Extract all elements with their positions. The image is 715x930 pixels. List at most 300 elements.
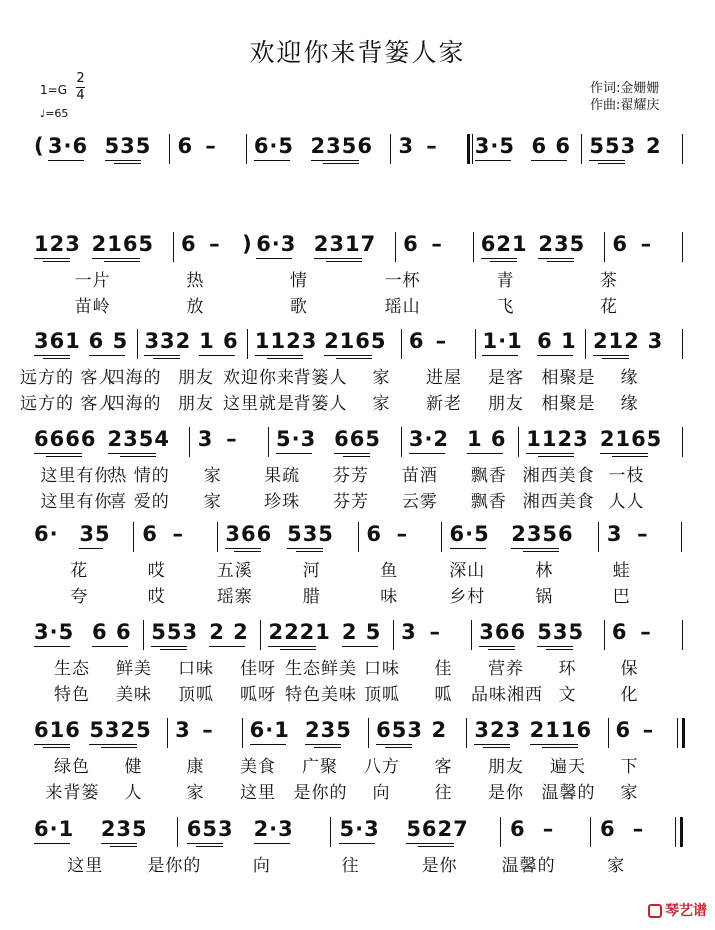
lyric-verse-2: 珍珠 [264,492,301,512]
barline [358,522,359,552]
lyric-verse-1: 朋友 [178,368,214,388]
lyric-verse-1: 美食 [240,757,276,777]
lyric-verse-1: 芬芳 [333,466,369,486]
barline [581,134,582,164]
lyric-verse-2: 家 [372,394,391,414]
barline [133,522,134,552]
beam-underline [43,261,70,262]
barline [177,817,178,847]
note-group: 535 [287,522,334,546]
note-group: 535 [537,620,585,644]
lyric-verse-1: 保 [620,659,639,679]
lyric-verse-1: 这里 [67,856,104,876]
beam-underline [151,646,187,647]
note-group: 3·6 [47,134,89,158]
lyric-verse-2: 巴 [612,587,631,607]
beam-underline [479,646,515,647]
barline [590,817,591,847]
barline [167,718,168,748]
note-group: 235 [100,817,148,841]
note-group: 3 [647,329,664,353]
note-group: 361 [34,329,81,353]
note-group: 2356 [511,522,574,546]
lyric-verse-2: 苗岭 [74,297,111,317]
barline-thin [677,718,678,748]
note-group: – [226,427,238,451]
lyric-verse-1: 鲜美 [116,659,152,679]
barline [246,134,247,164]
note-group: 2165 [91,232,155,256]
lyric-verse-1: 河 [302,561,321,581]
note-group: – [205,134,217,158]
beam-underline [589,160,625,161]
note-group: 6 [142,522,158,546]
barline [681,522,682,552]
note-group: – [640,620,652,644]
lyric-verse-2: 芬芳 [333,492,369,512]
barline [682,329,683,359]
lyric-verse-1: 家 [372,368,391,388]
lyric-verse-1: 环 [558,659,577,679]
beam-underline [46,456,82,457]
barline [268,427,269,457]
beam-underline [538,456,574,457]
barline [401,329,402,359]
lyric-verse-1: 客 [434,757,453,777]
lyric-verse-2: 新老 [426,394,462,414]
lyric-verse-2: 这里就是 [223,394,295,414]
note-group: 6 5 [88,329,129,353]
lyric-verse-1: 一杯 [384,271,421,291]
note-group: 6 1 [537,329,577,353]
time-signature-bottom: 4 [76,88,85,103]
lyric-verse-1: 鱼 [380,561,399,581]
barline [604,620,605,650]
note-group: 2 2 [209,620,249,644]
lyric-verse-2: 这里 [240,783,276,803]
lyric-verse-1: 欢迎你来 [223,368,295,388]
lyric-verse-1: 青 [496,271,515,291]
lyric-verse-2: 顶呱 [364,685,400,705]
beam-underline [314,747,341,748]
beam-underline [526,453,574,454]
barline [189,427,190,457]
beam-underline [34,355,70,356]
lyric-verse-2: 乡村 [449,587,486,607]
beam-underline [467,453,503,454]
lyric-verse-1: 向 [252,856,271,876]
time-signature [76,72,85,103]
beam-underline [43,747,70,748]
lyric-verse-1: 是客 [488,368,524,388]
note-group: 366 [225,522,273,546]
lyric-verse-1: 生态 [54,659,90,679]
lyric-verse-1: 茶 [599,271,618,291]
beam-underline [598,163,625,164]
beam-underline [324,355,372,356]
beam-underline [523,551,559,552]
lyric-verse-1: 健 [124,757,143,777]
barline [390,134,391,164]
barline [466,718,467,748]
barline [217,522,218,552]
staff-line [0,716,665,750]
beam-underline [199,355,235,356]
note-group: 1·1 [482,329,523,353]
note-group: 2·3 [253,817,294,841]
barline [393,620,394,650]
lyric-verse-1: 朋友 [488,757,524,777]
note-group: 323 [474,718,522,742]
barline [473,232,474,262]
beam-underline [92,646,128,647]
beam-underline [101,747,137,748]
beam-underline [101,843,137,844]
beam-underline [250,744,286,745]
page-title: 欢迎你来背篓人家 [249,38,466,67]
note-group: 3 [175,718,191,742]
note-group: – [542,817,555,841]
staff-line [0,425,665,459]
beam-underline [542,747,578,748]
lyric-verse-2: 呱呀 [240,685,276,705]
beam-underline [475,160,511,161]
lyric-verse-2: 腊 [302,587,321,607]
lyric-verse-2: 化 [620,685,639,705]
note-group: – [637,522,649,546]
note-group: 2356 [310,134,373,158]
lyric-verse-1: 情 [289,271,308,291]
lyric-verse-2: 来背篓 [45,783,100,803]
beam-underline [89,355,125,356]
quarter-note-icon: ♩ [40,107,46,120]
lyric-verse-1: 口味 [178,659,214,679]
note-group: 6 [611,620,628,644]
note-group: 6 [615,718,632,742]
note-group: 1123 [254,329,318,353]
beam-underline [34,843,70,844]
watermark-text: 琴艺谱 [665,903,707,919]
repeat-barline [467,134,470,164]
lyric-verse-2: 向 [372,783,391,803]
beam-underline [267,358,303,359]
lyric-verse-2: 飘香 [470,492,507,512]
note-group: – [431,232,443,256]
barline [518,427,519,457]
beam-underline [326,261,362,262]
beam-underline [254,843,290,844]
note-group: 212 [592,329,640,353]
lyric-verse-2: 朋友 [488,394,524,414]
beam-underline [268,646,316,647]
barline [682,620,683,650]
beam-underline [108,453,156,454]
beam-underline [144,355,180,356]
note-group: 2 5 [341,620,382,644]
note-group: 366 [479,620,527,644]
lyric-verse-2: 相聚是 [541,394,596,414]
lyric-verse-2: 朋友 [178,394,214,414]
note-group: 6· [34,522,59,546]
tempo-marking [40,107,68,120]
note-group: – [429,620,441,644]
beam-underline [483,747,510,748]
note-group: 535 [104,134,152,158]
note-group: – [172,522,184,546]
lyric-verse-2: 文 [558,685,577,705]
barline [137,329,138,359]
lyric-verse-2: 人 [124,783,143,803]
watermark [648,900,707,920]
beam-underline [376,744,412,745]
beam-underline [209,646,245,647]
note-group: – [435,329,448,353]
lyric-verse-2: 往 [434,783,453,803]
beam-underline [92,258,140,259]
note-group: 35 [79,522,111,546]
beam-underline [187,843,223,844]
beam-underline [593,355,629,356]
beam-underline [34,258,70,259]
lyric-verse-2: 哎 [147,587,166,607]
beam-underline [482,355,518,356]
lyric-verse-2: 喜 爱的 [109,492,170,512]
lyric-verse-1: 热 [186,271,205,291]
lyric-verse-1: 进屋 [426,368,462,388]
staff-line [0,520,665,554]
note-group: ) [242,232,253,256]
beam-underline [305,744,341,745]
note-group: 6666 [34,427,97,451]
note-group: 553 [151,620,199,644]
barline [260,620,261,650]
note-group: 2317 [313,232,377,256]
tempo-value: =65 [45,107,69,120]
lyric-verse-1: 蛙 [612,561,631,581]
note-group: 653 [186,817,234,841]
note-group: 3 [606,522,623,546]
beam-underline [105,160,141,161]
beam-underline [254,160,290,161]
barline [401,427,402,457]
lyric-verse-1: 下 [620,757,639,777]
beam-underline [34,744,70,745]
beam-underline [120,456,156,457]
barline-thin [472,134,473,164]
beam-underline [296,551,323,552]
beam-underline [481,258,517,259]
lyric-verse-2: 家 [620,783,639,803]
barline [500,817,501,847]
logo-icon [648,904,662,918]
beam-underline [104,261,140,262]
lyric-verse-2: 呱 [434,685,453,705]
beam-underline [406,843,454,844]
lyric-verse-2: 锅 [535,587,554,607]
lyric-verse-1: 绿色 [54,757,90,777]
beam-underline [546,649,573,650]
note-group: 3 [398,134,415,158]
lyric-verse-1: 一枝 [608,466,645,486]
note-group: – [642,718,655,742]
note-group: 3 [197,427,214,451]
lyric-verse-2: 顶呱 [178,685,214,705]
beam-underline [287,548,323,549]
beam-underline [600,453,648,454]
lyric-verse-1: 飘香 [470,466,507,486]
note-group: 6 [612,232,629,256]
beam-underline [311,160,359,161]
lyric-verse-1: 五溪 [216,561,253,581]
note-group: 5·3 [339,817,380,841]
note-group: 6·3 [256,232,297,256]
lyric-verse-2: 缘 [620,394,639,414]
beam-underline [602,358,629,359]
lyric-verse-1: 是你 [421,856,458,876]
beam-underline [110,846,137,847]
lyric-verse-1: 热 情的 [109,466,170,486]
staff-line [0,815,665,849]
credits [590,80,659,114]
note-group: 5627 [406,817,469,841]
staff-line [0,618,665,652]
beam-underline [280,649,316,650]
barline [368,718,369,748]
lyric-verse-2: 夸 [70,587,89,607]
beam-underline [196,846,223,847]
lyric-verse-2: 背篓人 [293,394,348,414]
beam-underline [385,747,412,748]
note-group: 2 [646,134,662,158]
note-group: – [209,232,221,256]
beam-underline [342,646,378,647]
lyric-verse-1: 佳 [434,659,453,679]
beam-underline [89,744,137,745]
note-group: – [396,522,409,546]
beam-underline [488,649,515,650]
staff-line [0,327,665,361]
note-group: – [632,817,645,841]
beam-underline [153,358,180,359]
repeat-barline [682,718,685,748]
lyric-verse-2: 花 [599,297,618,317]
beam-underline [474,744,510,745]
lyric-verse-2: 美味 [116,685,152,705]
barline [608,718,609,748]
beam-underline [537,646,573,647]
barline-thin [675,817,676,847]
note-group: 2221 [268,620,331,644]
barline [330,817,331,847]
lyric-verse-1: 林 [535,561,554,581]
lyric-verse-1: 远方的 客人 [20,368,117,388]
beam-underline [531,160,567,161]
lyric-verse-1: 是你的 [147,856,202,876]
beam-underline [547,261,574,262]
note-group: 332 [144,329,192,353]
barline [471,620,472,650]
lyric-verse-1: 温馨的 [501,856,556,876]
lyric-verse-1: 深山 [449,561,486,581]
lyric-verse-2: 人人 [608,492,645,512]
lyric-verse-1: 往 [341,856,360,876]
barline [604,232,605,262]
lyric-verse-1: 苗酒 [401,466,438,486]
beam-underline [418,846,454,847]
note-group: – [640,232,653,256]
lyric-verse-1: 相聚是 [541,368,596,388]
beam-underline [256,258,292,259]
note-group: 665 [334,427,381,451]
beam-underline [511,548,559,549]
note-group: 6·5 [253,134,295,158]
beam-underline [255,355,303,356]
barline [682,134,683,164]
composer: 作曲:翟耀庆 [590,98,660,113]
note-group: 553 [589,134,637,158]
beam-underline [336,358,372,359]
barline [598,522,599,552]
lyric-verse-2: 家 [186,783,205,803]
beam-underline [276,453,312,454]
lyric-verse-2: 放 [186,297,205,317]
barline [441,522,442,552]
note-group: 5325 [89,718,152,742]
lyric-verse-1: 遍天 [550,757,586,777]
beam-underline [225,548,261,549]
note-group: – [426,134,438,158]
lyric-verse-2: 远方的 客人 [20,394,117,414]
lyric-verse-1: 生态鲜美 [285,659,357,679]
lyric-verse-1: 背篓人 [293,368,348,388]
lyric-verse-2: 四海的 [107,394,162,414]
beam-underline [114,163,141,164]
barline [682,232,683,262]
repeat-barline [680,817,683,847]
lyricist: 作词:金姗姗 [590,81,660,96]
note-group: – [202,718,214,742]
note-group: 653 [376,718,423,742]
beam-underline [160,649,187,650]
lyric-verse-2: 味 [380,587,399,607]
beam-underline [79,548,103,549]
beam-underline [450,548,486,549]
note-group: 2116 [529,718,593,742]
note-group: 6 [509,817,526,841]
note-group: 123 [34,232,81,256]
note-group: 6 [403,232,419,256]
lyric-verse-2: 特色 [54,685,90,705]
lyric-verse-1: 口味 [364,659,400,679]
lyric-verse-2: 特色美味 [285,685,357,705]
note-group: 3·5 [34,620,75,644]
lyric-verse-2: 飞 [496,297,515,317]
lyric-verse-2: 品味湘西 [471,685,543,705]
beam-underline [530,744,578,745]
lyric-verse-1: 八方 [364,757,400,777]
beam-underline [34,453,82,454]
note-group: 6 [599,817,616,841]
note-group: 235 [538,232,586,256]
note-group: 621 [480,232,528,256]
lyric-verse-1: 家 [607,856,626,876]
note-group: 616 [34,718,81,742]
note-group: 6·1 [249,718,290,742]
lyric-verse-1: 佳呀 [240,659,276,679]
note-group: 3 [401,620,417,644]
beam-underline [490,261,517,262]
lyric-verse-1: 湘西美食 [522,466,595,486]
